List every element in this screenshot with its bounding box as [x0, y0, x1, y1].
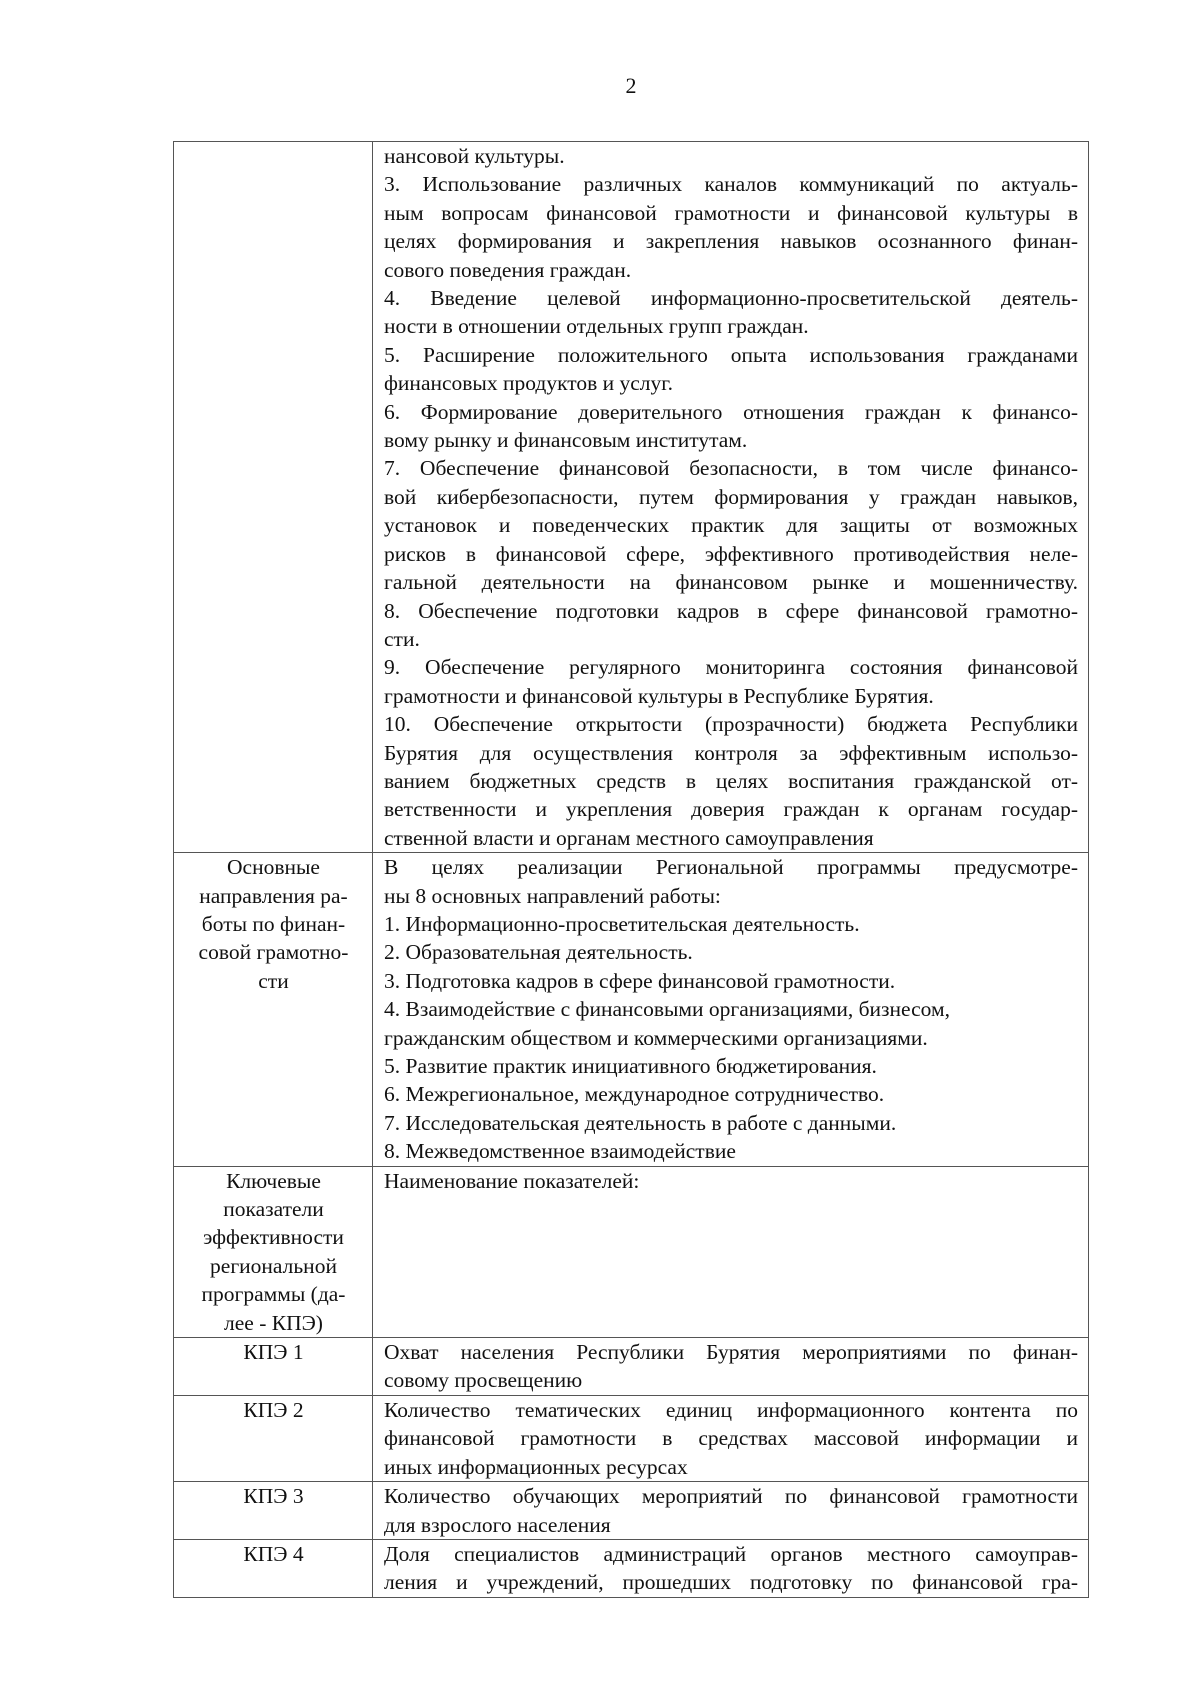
table-row [174, 1166, 1089, 1337]
table-row [174, 1482, 1089, 1540]
row-content-line: Бурятия для осуществления контроля за эффективным использо- [384, 740, 1078, 765]
row-content-line: 3. Подготовка кадров в сфере финансовой грамотности. [384, 968, 896, 993]
row-label-line: Основные [227, 855, 320, 880]
row-content-line: ности в отношении отдельных групп граждан. [384, 314, 809, 339]
row-content-line: совому просвещению [384, 1368, 583, 1393]
row-content-line: Количество обучающих мероприятий по финансовой грамотности [384, 1484, 1078, 1509]
row-content-line: 9. Обеспечение регулярного мониторинга состояния финансовой [384, 655, 1078, 680]
row-label-line: эффективности [203, 1225, 344, 1250]
row-content-cell [373, 1338, 1089, 1396]
row-label-line: совой грамотно- [198, 940, 349, 965]
row-content-line: ления и учреждений, прошедших подготовку по финансовой гра- [384, 1570, 1078, 1595]
row-content-line: 8. Межведомственное взаимодействие [384, 1139, 736, 1164]
row-content-line: 3. Использование различных каналов коммуникаций по актуаль- [384, 172, 1078, 197]
row-content-line: 5. Развитие практик инициативного бюджетирования. [384, 1054, 877, 1078]
row-content-line: В целях реализации Региональной программы предусмотре- [384, 855, 1078, 880]
row-content-line: вой кибербезопасности, путем формирования у граждан навыков, [384, 484, 1078, 509]
row-content-cell [373, 1539, 1089, 1597]
table-row [174, 1539, 1089, 1597]
row-label-line: сти [258, 968, 289, 993]
row-content-line: ветственности и укрепления доверия граждан к органам государ- [384, 797, 1078, 822]
row-content-line: 1. Информационно-просветительская деятельность. [384, 911, 860, 936]
row-content-line: для взрослого населения [384, 1512, 611, 1537]
row-content-line: нансовой культуры. [384, 144, 565, 168]
row-content-line: 7. Обеспечение финансовой безопасности, в том числе финансо- [384, 456, 1078, 481]
row-content-line: сового поведения граждан. [384, 257, 632, 282]
row-label-line: КПЭ 2 [243, 1397, 304, 1422]
row-label-line: показатели [223, 1197, 324, 1222]
row-content-cell [373, 142, 1089, 853]
row-content-line: 2. Образовательная деятельность. [384, 940, 693, 965]
row-content-line: 6. Формирование доверительного отношения граждан к финансо- [384, 399, 1078, 424]
program-passport-table [173, 141, 1089, 1598]
row-content-line: установок и поведенческих практик для защиты от возможных [384, 513, 1078, 538]
row-label-line: направления ра- [199, 883, 348, 908]
row-label-cell [174, 142, 373, 853]
row-content-line: рисков в финансовой сфере, эффективного противодействия неле- [384, 541, 1078, 566]
row-label-line: КПЭ 3 [243, 1484, 304, 1509]
row-content-line: гальной деятельности на финансовом рынке и мошенничеству. [384, 570, 1078, 595]
row-content-line: гражданским обществом и коммерческими организациями. [384, 1025, 928, 1050]
row-content-line: 6. Межрегиональное, международное сотрудничество. [384, 1082, 885, 1107]
table-row [174, 142, 1089, 853]
row-content-line: 7. Исследовательская деятельность в работе с данными. [384, 1110, 897, 1135]
row-content-cell [373, 1482, 1089, 1540]
row-label-cell [174, 1539, 373, 1597]
row-label-cell [174, 853, 373, 1166]
row-content-line: ны 8 основных направлений работы: [384, 883, 721, 908]
row-content-line: 8. Обеспечение подготовки кадров в сфере финансовой грамотно- [384, 598, 1078, 623]
row-content-line: 4. Введение целевой информационно-просветительской деятель- [384, 286, 1078, 311]
row-label-cell [174, 1338, 373, 1396]
row-label-line: программы (да- [201, 1282, 346, 1307]
row-label-cell [174, 1395, 373, 1481]
row-label-cell [174, 1482, 373, 1540]
row-label-line: КПЭ 4 [243, 1541, 304, 1566]
row-label-line: КПЭ 1 [243, 1340, 304, 1365]
row-content-line: финансовых продуктов и услуг. [384, 371, 674, 396]
row-content-line: грамотности и финансовой культуры в Республике Бурятия. [384, 683, 934, 708]
row-label-cell [174, 1166, 373, 1337]
row-content-line: целях формирования и закрепления навыков осознанного финан- [384, 229, 1078, 254]
table-row [174, 1395, 1089, 1481]
row-content-line: Количество тематических единиц информационного контента по [384, 1397, 1078, 1422]
row-content-line: Доля специалистов администраций органов местного самоуправ- [384, 1541, 1078, 1566]
row-content-line: ванием бюджетных средств в целях воспитания гражданской от- [384, 768, 1078, 793]
row-label-line: лее - КПЭ) [224, 1310, 323, 1335]
row-content-line: вому рынку и финансовым институтам. [384, 428, 748, 453]
row-content-line: Наименование показателей: [384, 1168, 640, 1193]
table-row [174, 1338, 1089, 1396]
row-content-cell [373, 1166, 1089, 1337]
table-row [174, 853, 1089, 1166]
row-label-line: Ключевые [226, 1168, 321, 1193]
row-content-cell [373, 853, 1089, 1166]
row-content-line: сти. [384, 626, 420, 651]
row-label-line: региональной [210, 1253, 337, 1278]
row-content-line: 10. Обеспечение открытости (прозрачности) бюджета Республики [384, 712, 1078, 737]
cell-spacer [384, 1195, 1078, 1308]
row-content-line: ственной власти и органам местного самоуправления [384, 825, 874, 850]
row-content-line: ным вопросам финансовой грамотности и финансовой культуры в [384, 200, 1078, 225]
row-content-line: финансовой грамотности в средствах массовой информации и [384, 1426, 1078, 1451]
row-label-line: боты по финан- [201, 911, 346, 936]
table-body [174, 142, 1089, 1598]
row-content-line: Охват населения Республики Бурятия мероприятиями по финан- [384, 1340, 1078, 1365]
row-content-cell [373, 1395, 1089, 1481]
row-content-line: иных информационных ресурсах [384, 1454, 688, 1479]
page-number: 2 [625, 73, 637, 98]
row-content-line: 4. Взаимодействие с финансовыми организациями, бизнесом, [384, 997, 950, 1022]
row-content-line: 5. Расширение положительного опыта использования гражданами [384, 342, 1078, 367]
